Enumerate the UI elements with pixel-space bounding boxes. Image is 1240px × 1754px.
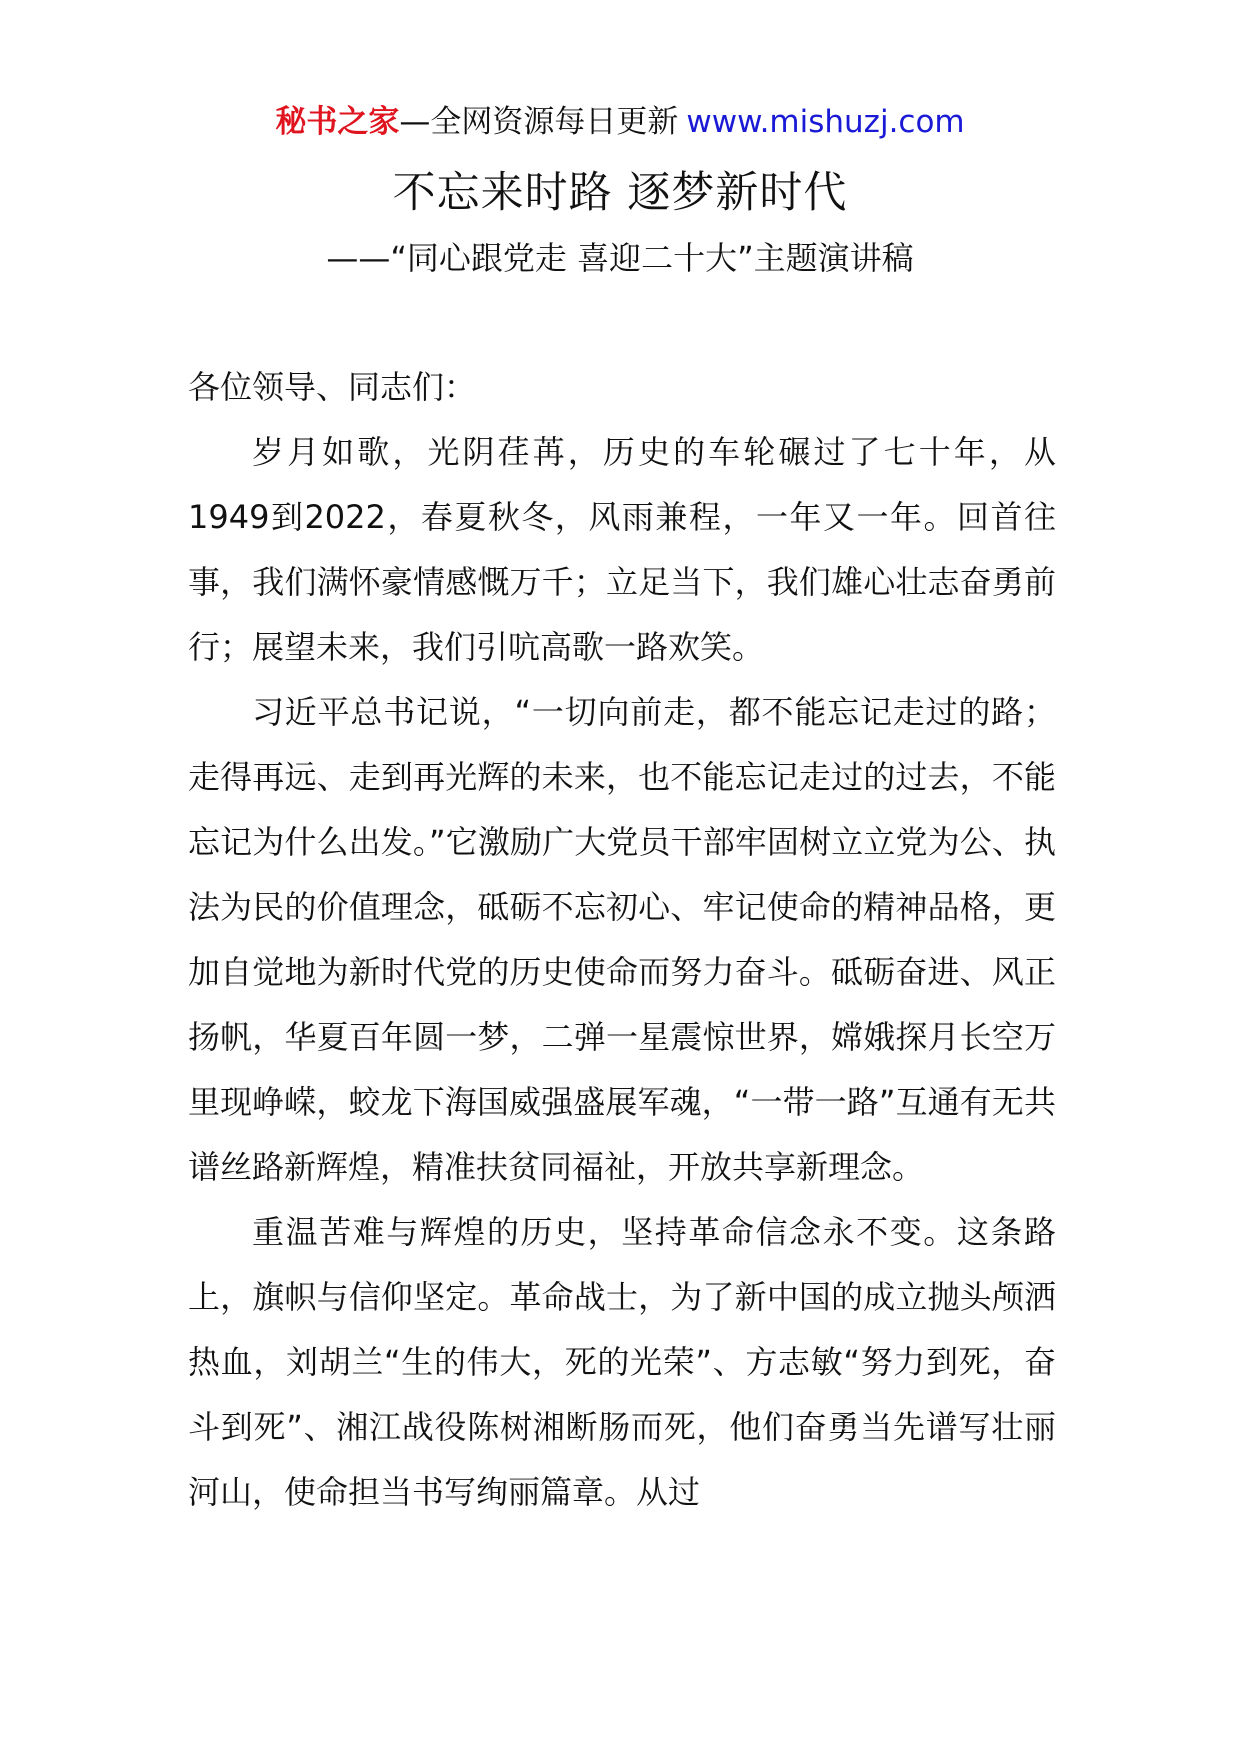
paragraph: 习近平总书记说，“一切向前走，都不能忘记走过的路；走得再远、走到再光辉的未来，也不能忘记走过的过去，不能忘记为什么出发。”它激励广大党员干部牢固树立立党为公、执法为民的价值理念，砥砺不忘初心、牢记使命的精神品格，更加自觉地为新时代党的历史使命而努力奋斗。砥砺奋进、风正扬帆，华夏百年圆一梦，二弹一星震惊世界，嫦娥探月长空万里现峥嵘，蛟龙下海国威强盛展军魂，“一带一路”互通有无共谱丝路新辉煌，精准扶贫同福祉，开放共享新理念。 bbox=[188, 693, 1056, 1186]
brand-name: 秘书之家 bbox=[275, 104, 400, 140]
site-url-link[interactable]: www.mishuzj.com bbox=[686, 104, 965, 140]
site-header bbox=[0, 100, 1240, 144]
paragraph: 岁月如歌，光阴荏苒，历史的车轮碾过了七十年，从1949到2022，春夏秋冬，风雨兼程，一年又一年。回首往事，我们满怀豪情感慨万千；立足当下，我们雄心壮志奋勇前行；展望未来，我们引吭高歌一路欢笑。 bbox=[188, 433, 1056, 666]
document-title: 不忘来时路 逐梦新时代 bbox=[392, 168, 848, 218]
paragraph: 重温苦难与辉煌的历史，坚持革命信念永不变。这条路上，旗帜与信仰坚定。革命战士，为了新中国的成立抛头颅洒热血，刘胡兰“生的伟大，死的光荣”、方志敏“努力到死，奋斗到死”、湘江战役陈树湘断肠而死，他们奋勇当先谱写壮丽河山，使命担当书写绚丽篇章。从过 bbox=[188, 1213, 1056, 1511]
header-tagline: —全网资源每日更新 bbox=[399, 104, 679, 140]
document-body bbox=[188, 355, 1056, 1525]
document-subtitle: ——“同心跟党走 喜迎二十大”主题演讲稿 bbox=[326, 239, 914, 277]
salutation: 各位领导、同志们： bbox=[188, 368, 477, 406]
